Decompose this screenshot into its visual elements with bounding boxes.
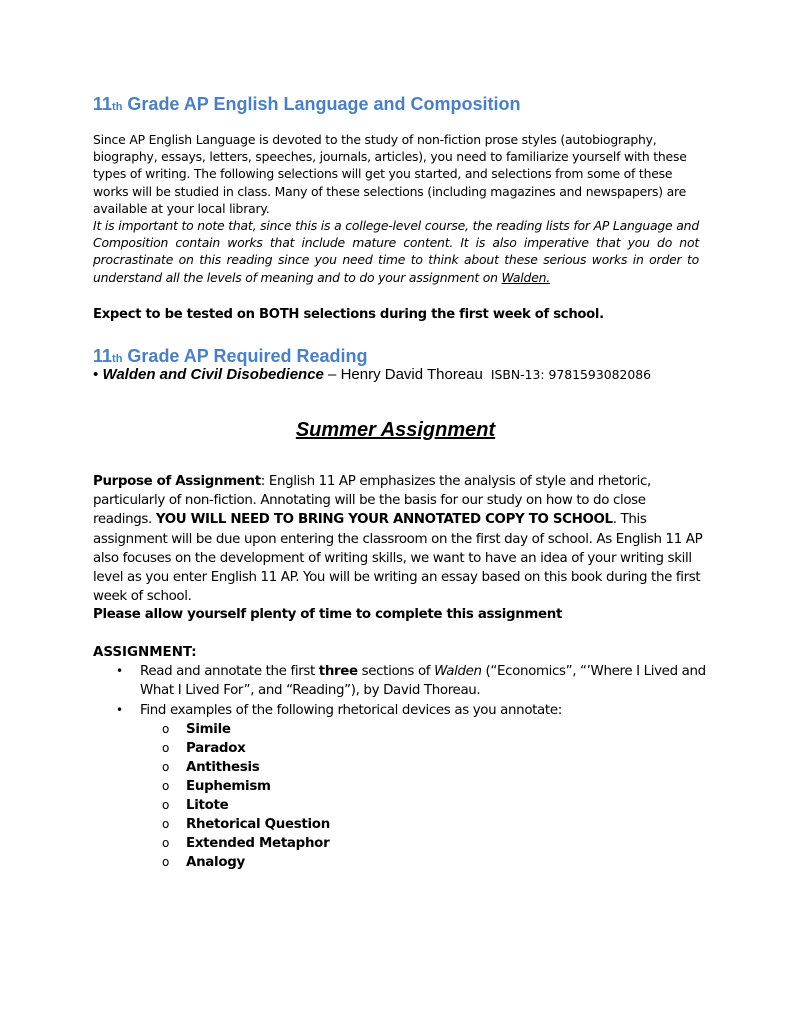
item1-part-d: Walden xyxy=(434,664,482,679)
bullet-icon: • xyxy=(116,664,123,678)
allow-time-notice: Please allow yourself plenty of time to complete this assignment xyxy=(93,607,563,622)
bullet-icon: • xyxy=(116,703,123,717)
book-author: – Henry David Thoreau xyxy=(323,366,483,383)
device-label: Euphemism xyxy=(186,779,271,794)
book-bullet: • xyxy=(93,366,99,383)
circle-bullet-icon: o xyxy=(162,798,170,812)
required-heading-text: Grade AP Required Reading xyxy=(122,346,368,366)
title-grade-number: 11 xyxy=(93,94,113,114)
device-label: Extended Metaphor xyxy=(186,836,330,851)
device-label: Paradox xyxy=(186,741,246,756)
circle-bullet-icon: o xyxy=(162,817,170,831)
circle-bullet-icon: o xyxy=(162,779,170,793)
item1-part-c: sections of xyxy=(357,664,435,679)
required-grade-number: 11 xyxy=(93,346,113,366)
page-title xyxy=(93,93,520,118)
device-item xyxy=(162,796,228,815)
title-grade-suffix: th xyxy=(112,101,123,113)
device-item xyxy=(162,777,271,796)
purpose-text-1: : English 11 AP emphasizes the analysis of style and rhetoric, particularly of non-fiction. Annotating will be the basis for our study on how to do close readings. xyxy=(93,474,651,528)
device-label: Litote xyxy=(186,798,229,813)
test-notice: Expect to be tested on BOTH selections during the first week of school. xyxy=(93,307,604,322)
device-item xyxy=(162,720,231,739)
assignment-item-1-text xyxy=(140,662,706,700)
circle-bullet-icon: o xyxy=(162,836,170,850)
item1-part-a: Read and annotate the first xyxy=(140,664,319,679)
title-text: Grade AP English Language and Composition xyxy=(122,94,521,114)
circle-bullet-icon: o xyxy=(162,760,170,774)
device-item xyxy=(162,758,259,777)
note-walden-link: Walden. xyxy=(501,269,551,285)
device-label: Rhetorical Question xyxy=(186,817,330,832)
note-text: It is important to note that, since this is a college-level course, the reading lists for AP Language and Composition contain works that include mature content. It is also imperative that you do not procrastinate on this reading since you need time to think about these serious works in order to understand all the levels of meaning and to do your assignment on xyxy=(93,218,699,285)
content-note-paragraph xyxy=(93,217,699,286)
item1-part-e: (“Economics”, “’Where I Lived and What I Lived For”, and “Reading”), by David Thoreau. xyxy=(140,664,706,699)
assignment-item-2 xyxy=(116,701,706,720)
intro-paragraph: Since AP English Language is devoted to the study of non-fiction prose styles (autobiography, biography, essays, letters, speeches, journals, articles), you need to familiarize yourself with these types of writing. The following selections will get you started, and selections from some of these works will be studied in class. Many of these selections (including magazines and newspapers) are available at your local library. xyxy=(93,132,687,216)
book-isbn: ISBN-13: 9781593082086 xyxy=(490,367,651,382)
circle-bullet-icon: o xyxy=(162,741,170,755)
circle-bullet-icon: o xyxy=(162,855,170,869)
assignment-heading: ASSIGNMENT: xyxy=(93,645,197,660)
device-item xyxy=(162,853,245,872)
summer-assignment-title: Summer Assignment xyxy=(295,419,496,441)
item1-part-b: three xyxy=(318,664,358,679)
device-item xyxy=(162,739,245,758)
required-book-line xyxy=(93,365,651,385)
device-label: Analogy xyxy=(186,855,245,870)
device-label: Antithesis xyxy=(186,760,260,775)
purpose-paragraph xyxy=(93,472,708,606)
device-item xyxy=(162,834,329,853)
device-item xyxy=(162,815,330,834)
assignment-item-2-text: Find examples of the following rhetorical devices as you annotate: xyxy=(140,703,562,718)
purpose-label: Purpose of Assignment xyxy=(93,474,261,489)
circle-bullet-icon: o xyxy=(162,722,170,736)
required-grade-suffix: th xyxy=(112,353,123,365)
assignment-item-1 xyxy=(116,662,706,700)
purpose-text-2: . This assignment will be due upon entering the classroom on the first day of school. As English 11 AP also focuses on the development of writing skills, we want to have an idea of your writing skill level as you enter English 11 AP. You will be writing an essay based on this book during the first week of school. xyxy=(93,512,703,605)
device-label: Simile xyxy=(186,722,231,737)
book-title: Walden and Civil Disobedience xyxy=(102,366,324,383)
purpose-bold-notice: YOU WILL NEED TO BRING YOUR ANNOTATED COPY TO SCHOOL xyxy=(155,512,613,528)
